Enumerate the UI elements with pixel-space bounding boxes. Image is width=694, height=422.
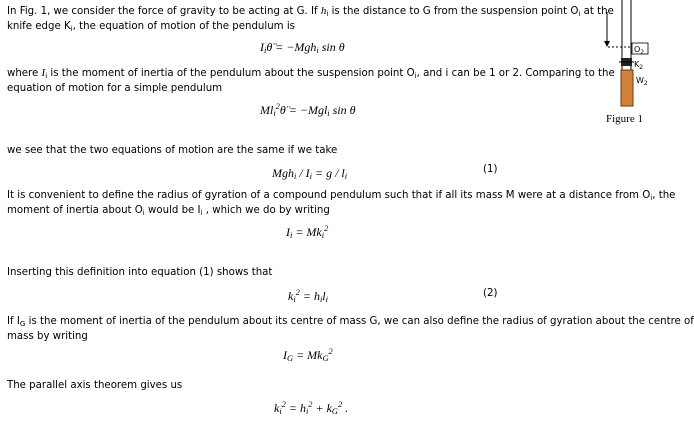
where-text-d: equation of motion for a simple pendulum	[7, 83, 223, 94]
label-w2-sub: 2	[643, 80, 648, 87]
eq7-sup: 2	[281, 399, 286, 409]
figure-caption: Figure 1	[606, 113, 643, 125]
label-o2-main: O	[634, 45, 641, 54]
ig-text-b: is the moment of inertia of the pendulum about its centre of mass G, we can also define the radius of gyration about the centre of	[25, 316, 694, 327]
intro-o-sub: i	[578, 8, 581, 18]
inserting-text: Inserting this definition into equation (1) shows that	[7, 267, 273, 278]
where-text-c: , and i can be 1 or 2. Comparing to the	[416, 68, 615, 79]
eq2-sup: 2	[275, 101, 280, 111]
conv-text-a: It is convenient to define the radius of gyration of a compound pendulum such that if all its mass M were at a distance from O	[7, 190, 651, 201]
equation-motion-compound	[260, 40, 345, 55]
equation-parallel-axis	[274, 401, 348, 416]
eq3-sub: i	[294, 172, 297, 182]
label-w2	[636, 76, 648, 87]
equation-1	[272, 166, 347, 181]
conv-line-2	[7, 203, 330, 218]
intro-text-b: is the distance to G from the suspension point O	[328, 6, 579, 17]
intro-symbol-h: h	[320, 5, 327, 17]
eq7-sup3: 2	[337, 399, 343, 409]
equation-2	[288, 289, 328, 304]
eq6-sub2: G	[322, 354, 329, 364]
eq1-sub2: i	[316, 46, 319, 56]
eq5-sub: i	[293, 295, 296, 305]
eq1-sub: i	[264, 46, 267, 56]
conv-line-1	[7, 188, 675, 203]
eq7-b: = h	[285, 401, 306, 415]
eq7-sub: i	[279, 407, 282, 417]
label-k2	[634, 60, 643, 71]
eq6-sup2: 2	[328, 346, 333, 356]
eq4-a: I	[286, 225, 290, 239]
ig-g-sub: G	[19, 318, 26, 328]
pendulum-figure	[590, 0, 650, 112]
conv-i-sub: i	[200, 207, 203, 217]
eq6-sub: G	[287, 354, 294, 364]
ig-line-2	[7, 329, 88, 344]
eq2-c: sin θ	[329, 103, 356, 117]
equation-radius-gyration-centre	[283, 348, 333, 363]
intro-text-e: , the equation of motion of the pendulum is	[72, 21, 295, 32]
intro-line-1	[7, 4, 614, 19]
eq6-a: I	[283, 348, 287, 362]
conv-text-b: , the	[652, 190, 676, 201]
label-o2-sub: 2	[640, 49, 645, 56]
eq3-b: / I	[296, 166, 310, 180]
eq7-c: + k	[312, 401, 332, 415]
where-line-1	[7, 66, 615, 81]
eq4-sub2: i	[321, 231, 325, 241]
distance-arrow-head	[604, 41, 610, 47]
eq4-b: = Mk	[292, 225, 322, 239]
eq7-d: .	[342, 401, 349, 415]
intro-text-d: knife edge K	[7, 21, 71, 32]
where-i-sub: i	[45, 70, 48, 80]
intro-line-2	[7, 19, 295, 34]
conv-o-sub: i	[650, 192, 653, 202]
eq5-sub3: i	[325, 295, 328, 305]
conv-text-d: would be I	[144, 205, 201, 216]
intro-text-c: at the	[580, 6, 614, 17]
ig-text-c: mass by writing	[7, 331, 88, 342]
where-text-a: where	[7, 68, 42, 79]
label-w2-main: W	[636, 76, 644, 85]
eq3-sub3: i	[344, 172, 348, 182]
intro-k-sub: i	[70, 23, 73, 33]
label-k2-sub: 2	[639, 64, 644, 71]
eq5-b: = h	[299, 289, 320, 303]
same-text: we see that the two equations of motion are the same if we take	[7, 145, 338, 156]
where-o-sub: i	[414, 70, 417, 80]
where-line-2	[7, 81, 222, 96]
eq5-a: k	[288, 289, 294, 303]
eq2-sub2: i	[327, 109, 330, 119]
eq3-sub2: i	[309, 172, 312, 182]
eq7-sub3: G	[331, 407, 338, 417]
intro-text-a: In Fig. 1, we consider the force of gravity to be acting at G. If	[7, 6, 321, 17]
eq1-lhs: I	[260, 40, 264, 54]
parallel-text: The parallel axis theorem gives us	[7, 380, 183, 391]
conv-o-sub-2: i	[142, 207, 145, 217]
same-line	[7, 143, 337, 158]
ig-line-1	[7, 314, 694, 329]
eq2-sub: i	[273, 109, 276, 119]
conv-text-c: moment of inertia about O	[7, 205, 143, 216]
eq5-c: l	[322, 289, 326, 303]
where-text-b: is the moment of inertia of the pendulum about the suspension point O	[47, 68, 415, 79]
where-symbol-i: I	[41, 67, 46, 79]
eq4-sub: i	[290, 231, 293, 241]
eq3-a: Mgh	[272, 166, 294, 180]
intro-symbol-h-sub: i	[326, 8, 329, 18]
eq2-b: θ̈ = −Mgl	[279, 103, 328, 117]
eq2-a: Ml	[260, 103, 274, 117]
parallel-line	[7, 378, 182, 393]
eq1-rhs: sin θ	[318, 40, 345, 54]
eq5-sup: 2	[295, 287, 300, 297]
label-k2-main: K	[634, 60, 640, 69]
equation-1-number: (1)	[483, 164, 498, 175]
eq5-sub2: i	[319, 295, 323, 305]
ig-text-a: If I	[7, 316, 20, 327]
inserting-line	[7, 265, 272, 280]
equation-2-number: (2)	[483, 288, 498, 299]
eq7-sup2: 2	[308, 399, 313, 409]
equation-radius-gyration	[286, 225, 328, 240]
eq3-c: = g / l	[312, 166, 345, 180]
equation-motion-simple	[260, 103, 356, 118]
eq6-b: = Mk	[293, 348, 323, 362]
eq1-mid: θ̈ = −Mgh	[266, 40, 317, 54]
eq7-sub2: i	[305, 407, 309, 417]
weight-w2	[621, 70, 633, 106]
conv-text-e: , which we do by writing	[202, 205, 330, 216]
eq7-a: k	[274, 401, 280, 415]
eq4-sup2: 2	[324, 223, 329, 233]
